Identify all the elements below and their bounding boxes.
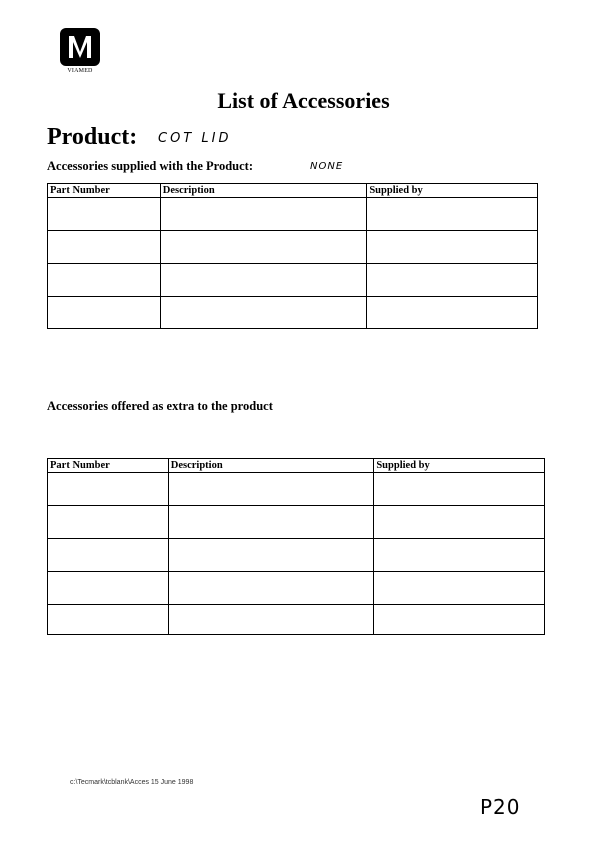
cell (168, 506, 374, 539)
product-label: Product: (47, 124, 138, 150)
cell (48, 605, 169, 635)
cell (367, 231, 538, 264)
extra-accessories-heading: Accessories offered as extra to the product (47, 399, 273, 413)
table-row (48, 473, 545, 506)
supplied-accessories-value: NONE (310, 161, 344, 172)
supplied-accessories-heading: Accessories supplied with the Product: (47, 159, 254, 173)
cell (367, 297, 538, 329)
cell (374, 473, 545, 506)
cell (48, 506, 169, 539)
cell (168, 605, 374, 635)
column-header-description: Description (160, 184, 367, 198)
table-header-row (48, 184, 538, 198)
cell (374, 605, 545, 635)
cell (168, 473, 374, 506)
logo-symbol (65, 32, 95, 62)
cell (374, 572, 545, 605)
cell (48, 198, 161, 231)
footer-file-path: c:\Tecmark\tcblank\Acces 15 June 1998 (70, 779, 194, 786)
cell (374, 506, 545, 539)
table-header-row (48, 459, 545, 473)
table-row (48, 198, 538, 231)
cell (168, 572, 374, 605)
viamed-logo (60, 28, 100, 74)
cell (48, 539, 169, 572)
cell (367, 198, 538, 231)
column-header-part-number: Part Number (48, 184, 161, 198)
logo-mark (60, 28, 100, 66)
cell (160, 297, 367, 329)
column-header-description: Description (168, 459, 374, 473)
column-header-part-number: Part Number (48, 459, 169, 473)
cell (160, 198, 367, 231)
page-number: P20 (480, 795, 521, 819)
cell (48, 297, 161, 329)
cell (48, 231, 161, 264)
cell (160, 264, 367, 297)
table-row (48, 231, 538, 264)
table-row (48, 539, 545, 572)
table-row (48, 506, 545, 539)
table-row (48, 572, 545, 605)
logo-caption: VIAMED (67, 68, 93, 74)
column-header-supplied-by: Supplied by (367, 184, 538, 198)
table-row (48, 605, 545, 635)
cell (48, 264, 161, 297)
cell (168, 539, 374, 572)
column-header-supplied-by: Supplied by (374, 459, 545, 473)
cell (48, 473, 169, 506)
cell (48, 572, 169, 605)
supplied-accessories-table (47, 183, 538, 329)
cell (374, 539, 545, 572)
extra-accessories-table (47, 458, 545, 635)
table-row (48, 264, 538, 297)
cell (367, 264, 538, 297)
table-row (48, 297, 538, 329)
cell (160, 231, 367, 264)
page-title: List of Accessories (217, 88, 390, 113)
product-value: COT LID (158, 131, 232, 146)
